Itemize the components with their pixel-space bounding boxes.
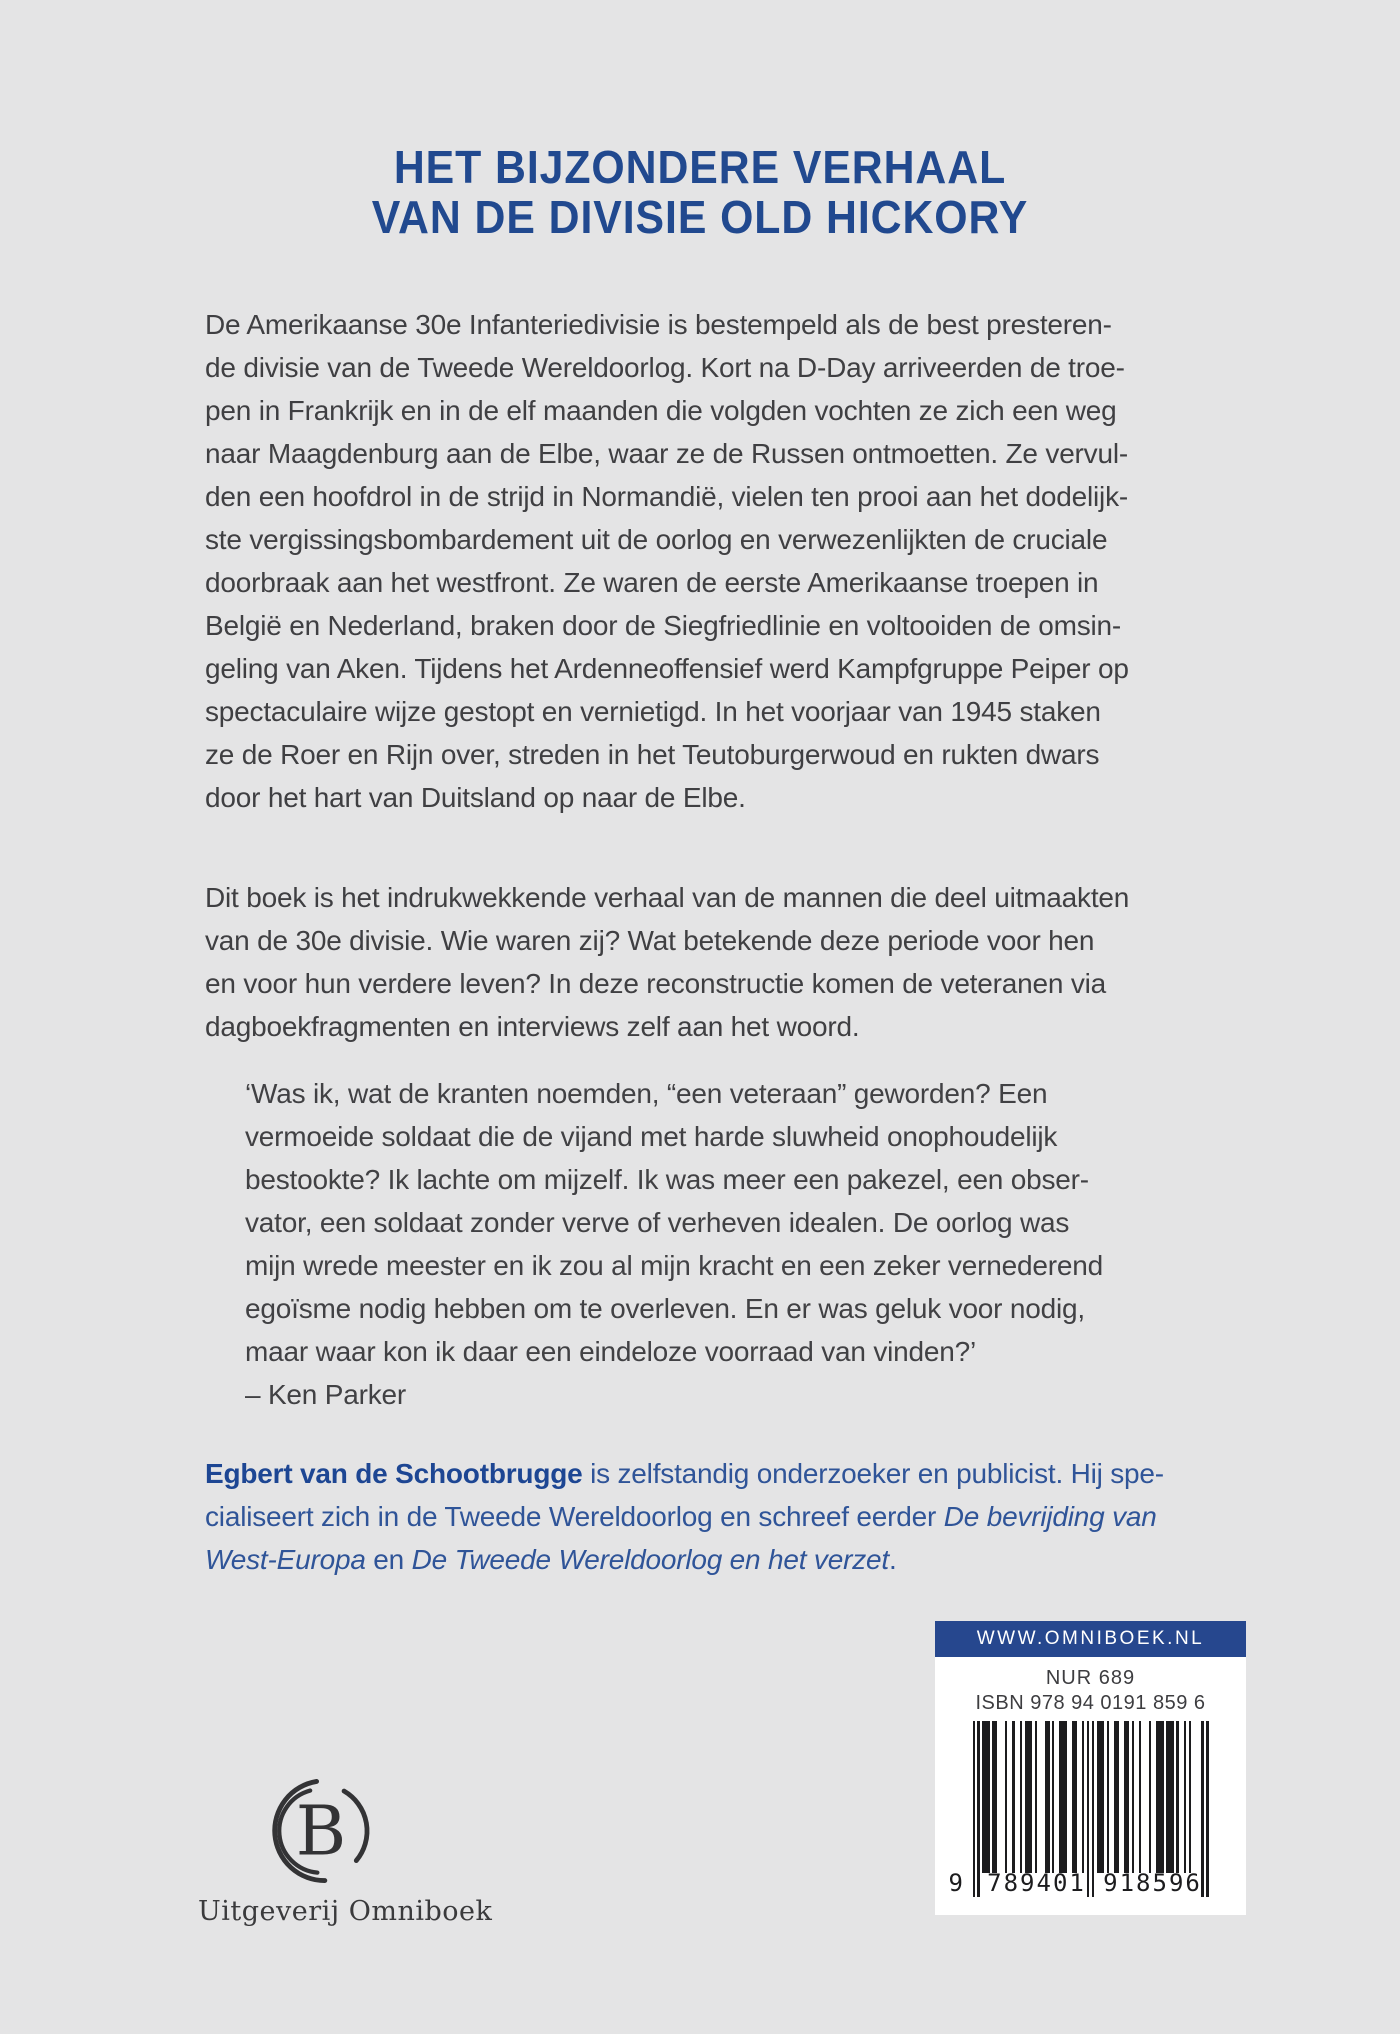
synopsis-line: ze de Roer en Rijn over, streden in het Teutoburgerwoud en rukten dwars	[205, 739, 1100, 770]
publisher-colophon	[198, 1772, 493, 1927]
isbn-number: ISBN 978 94 0191 859 6	[975, 1692, 1206, 1714]
isbn-box	[935, 1657, 1246, 1915]
synopsis-line: België en Nederland, braken door de Siegfriedlinie en voltooiden de omsin-	[205, 610, 1122, 641]
quote-line: bestookte? Ik lachte om mijzelf. Ik was meer een pakezel, een obser-	[245, 1164, 1089, 1195]
logo-letter: B	[295, 1791, 346, 1872]
author-name: Egbert van de Schootbrugge	[205, 1458, 583, 1489]
barcode-digit-group: 918596	[1103, 1869, 1202, 1897]
quote-line: ‘Was ik, wat de kranten noemden, “een veteraan” geworden? Een	[245, 1078, 1048, 1109]
ean-barcode	[948, 1721, 1209, 1921]
publisher-website-url: WWW.OMNIBOEK.NL	[976, 1628, 1205, 1649]
synopsis-line: pen in Frankrijk en in de elf maanden die volgden vochten ze zich een weg	[205, 395, 1117, 426]
nur-code: NUR 689	[1045, 1667, 1136, 1689]
quote-attribution: – Ken Parker	[245, 1379, 407, 1410]
synopsis-line: De Amerikaanse 30e Infanteriedivisie is bestempeld als de best presteren-	[205, 309, 1112, 340]
bio-text: cialiseert zich in de Tweede Wereldoorlog en schreef eerder	[205, 1501, 944, 1532]
synopsis-line: Dit boek is het indrukwekkende verhaal van de mannen die deel uitmaakten	[205, 882, 1130, 913]
barcode-digits	[948, 1869, 1209, 1899]
barcode-digit-group: 789401	[987, 1869, 1086, 1897]
bio-text: .	[888, 1544, 897, 1575]
synopsis-paragraph-1	[205, 303, 1260, 819]
quote-line: vator, een soldaat zonder verve of verheven idealen. De oorlog was	[245, 1207, 1070, 1238]
book-title-reference: West-Europa	[205, 1544, 366, 1575]
book-title-reference: De bevrijding van	[943, 1501, 1157, 1532]
synopsis-paragraph-2	[205, 876, 1260, 1048]
title-line-1: HET BIJZONDERE VERHAAL	[393, 141, 1007, 193]
bio-line	[205, 1452, 1260, 1495]
synopsis-line: naar Maagdenburg aan de Elbe, waar ze de Russen ontmoetten. Ze vervul-	[205, 438, 1129, 469]
synopsis-line: ste vergissingsbombardement uit de oorlog en verwezenlijkten de cruciale	[205, 524, 1108, 555]
publisher-website-bar	[935, 1621, 1246, 1657]
title-block	[0, 142, 1400, 242]
synopsis-line: den een hoofdrol in de strijd in Normandië, vielen ten prooi aan het dodelijk-	[205, 481, 1128, 512]
veteran-quote	[205, 1072, 1300, 1416]
quote-line: vermoeide soldaat die de vijand met harde sluwheid onophoudelijk	[245, 1121, 1058, 1152]
publisher-name: Uitgeverij Omniboek	[198, 1896, 493, 1927]
synopsis-line: geling van Aken. Tijdens het Ardenneoffensief werd Kampfgruppe Peiper op	[205, 653, 1129, 684]
title-line-2: VAN DE DIVISIE OLD HICKORY	[371, 191, 1029, 243]
bio-line	[205, 1538, 1260, 1581]
synopsis-line: van de 30e divisie. Wie waren zij? Wat betekende deze periode voor hen	[205, 925, 1095, 956]
synopsis-line: door het hart van Duitsland op naar de Elbe.	[205, 782, 746, 813]
bio-line	[205, 1495, 1260, 1538]
synopsis-line: spectaculaire wijze gestopt en vernietigd. In het voorjaar van 1945 staken	[205, 696, 1101, 727]
book-title-reference: De Tweede Wereldoorlog en het verzet	[411, 1544, 889, 1575]
synopsis-line: en voor hun verdere leven? In deze reconstructie komen de veteranen via	[205, 968, 1107, 999]
synopsis-line: de divisie van de Tweede Wereldoorlog. Kort na D-Day arriveerden de troe-	[205, 352, 1125, 383]
quote-line: maar waar kon ik daar een eindeloze voorraad van vinden?’	[245, 1336, 977, 1367]
synopsis-line: dagboekfragmenten en interviews zelf aan het woord.	[205, 1011, 860, 1042]
omniboek-logo-icon	[262, 1772, 380, 1890]
synopsis-line: doorbraak aan het westfront. Ze waren de eerste Amerikaanse troepen in	[205, 567, 1099, 598]
bio-text: en	[365, 1544, 412, 1575]
bio-text: is zelfstandig onderzoeker en publicist. Hij spe-	[582, 1458, 1164, 1489]
quote-line: egoïsme nodig hebben om te overleven. En er was geluk voor nodig,	[245, 1293, 1085, 1324]
barcode-digit-group: 9	[948, 1869, 963, 1897]
author-bio	[205, 1452, 1260, 1581]
quote-line: mijn wrede meester en ik zou al mijn kracht en een zeker vernederend	[245, 1250, 1103, 1281]
